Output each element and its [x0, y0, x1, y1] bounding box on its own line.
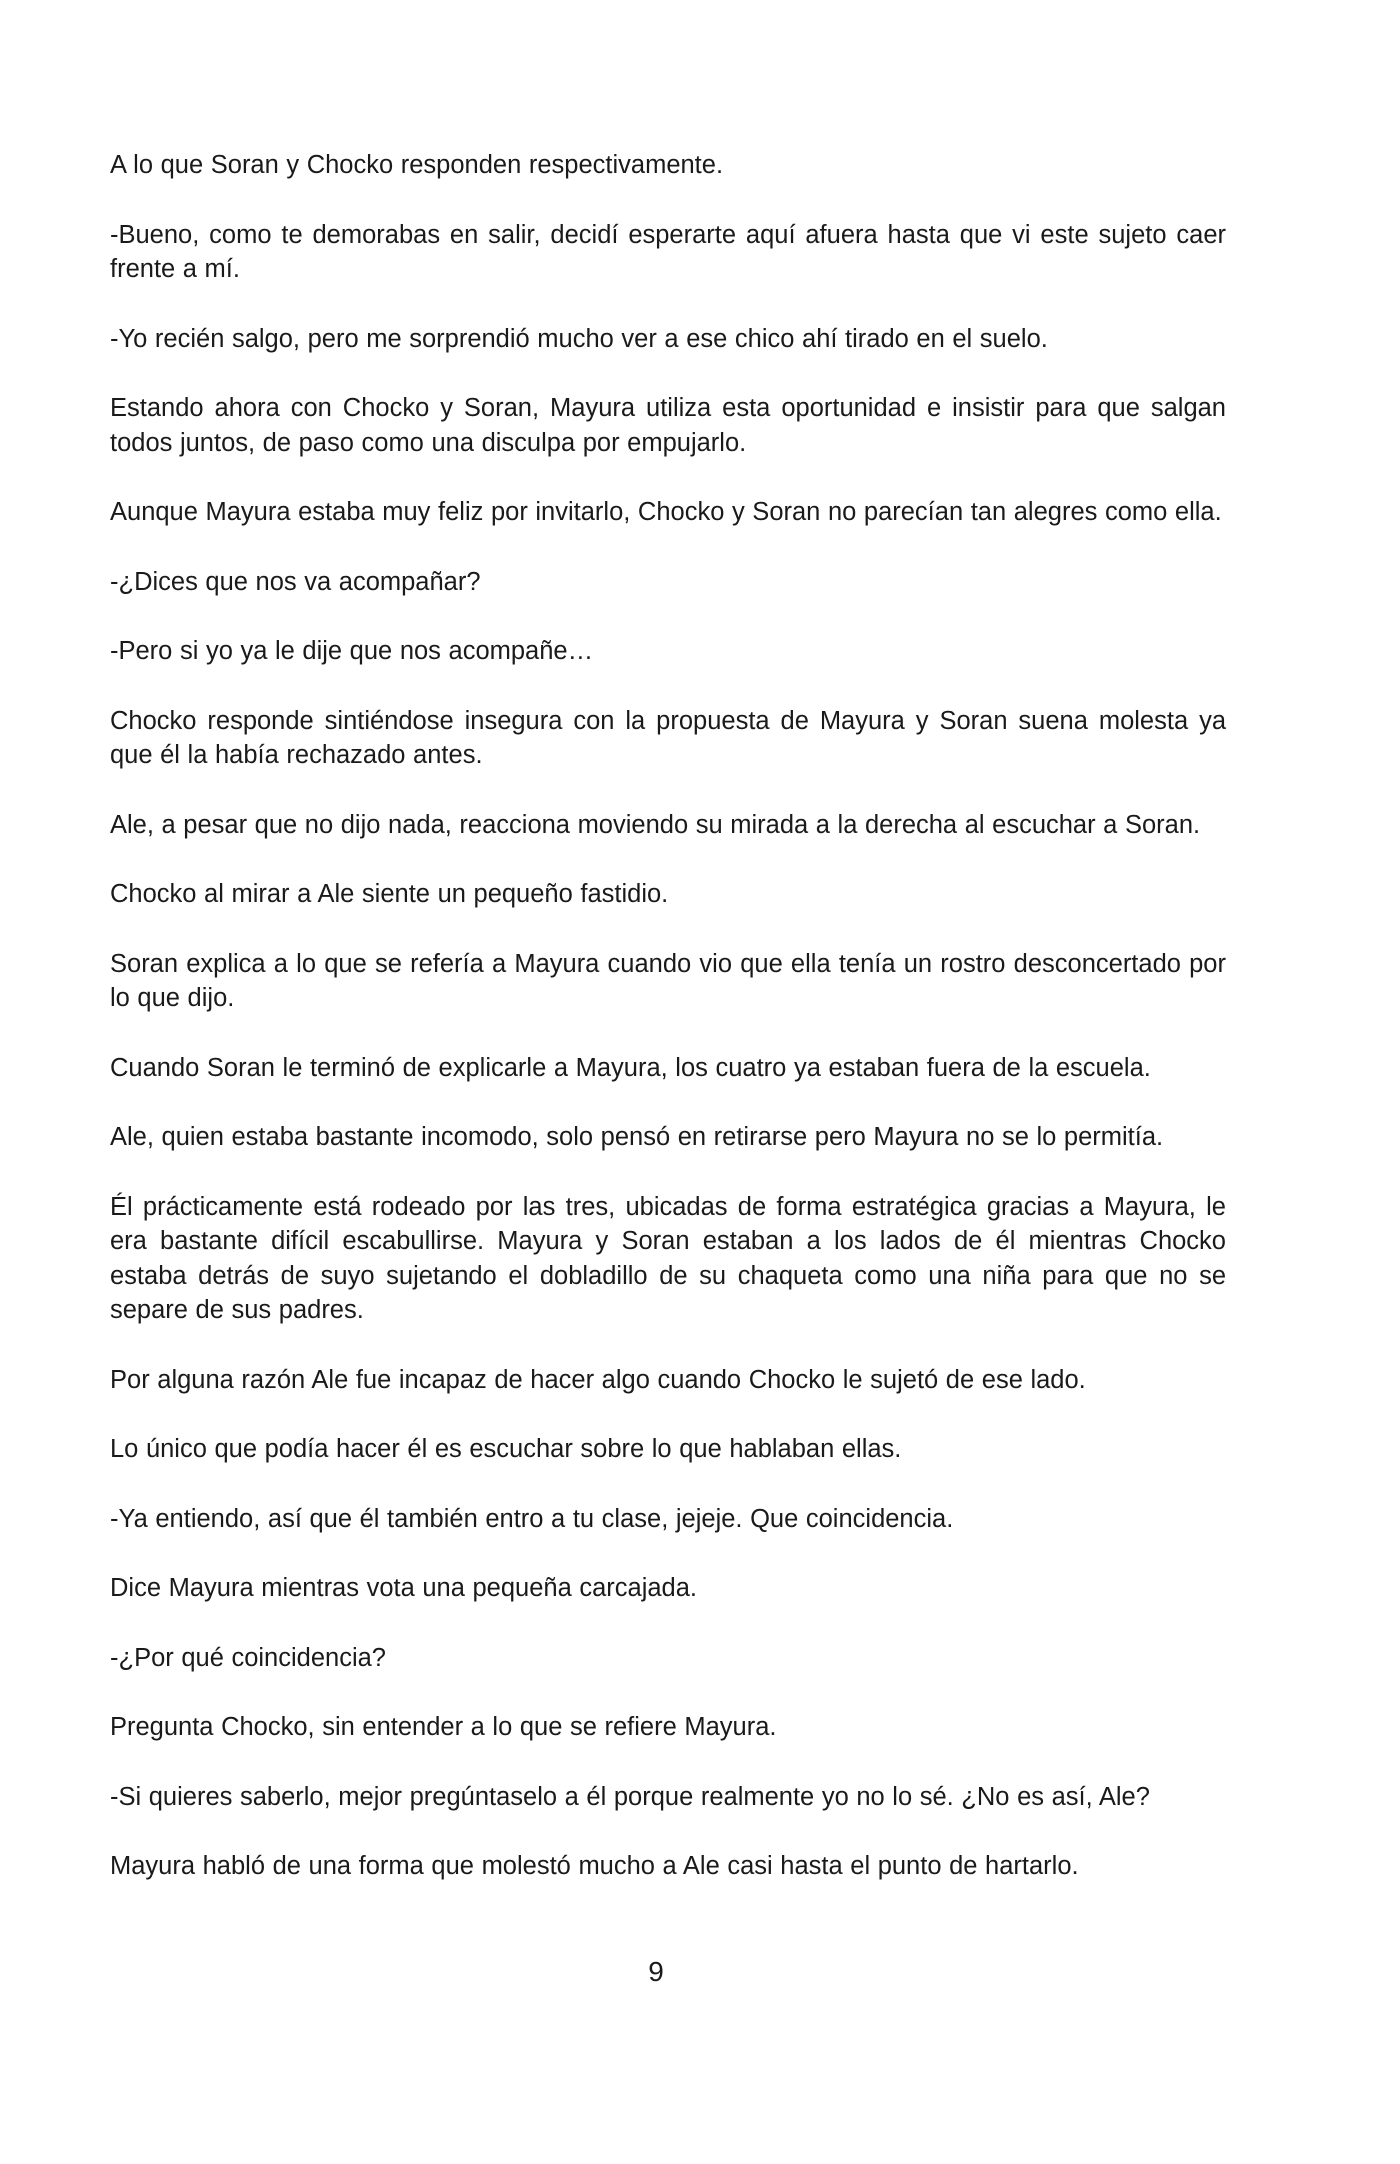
- paragraph: -¿Dices que nos va acompañar?: [110, 567, 481, 596]
- paragraph: -Bueno, como te demorabas en salir, decidí esperarte aquí afuera hasta que vi este sujeto caer frente a mí.: [110, 220, 1226, 283]
- paragraph: Lo único que podía hacer él es escuchar sobre lo que hablaban ellas.: [110, 1435, 902, 1463]
- paragraph: A lo que Soran y Chocko responden respectivamente.: [110, 151, 724, 179]
- body-text: [110, 148, 1226, 1919]
- paragraph: Estando ahora con Chocko y Soran, Mayura utiliza esta oportunidad e insistir para que salgan todos juntos, de paso como una disculpa por empujarlo.: [110, 394, 1226, 457]
- paragraph: Mayura habló de una forma que molestó mucho a Ale casi hasta el punto de hartarlo.: [110, 1852, 1079, 1880]
- paragraph: Chocko al mirar a Ale siente un pequeño fastidio.: [110, 880, 669, 908]
- paragraph: Pregunta Chocko, sin entender a lo que se refiere Mayura.: [110, 1713, 777, 1741]
- paragraph: Soran explica a lo que se refería a Mayura cuando vio que ella tenía un rostro desconcertado por lo que dijo.: [110, 949, 1226, 1012]
- page-number: 9: [648, 1956, 664, 1987]
- paragraph: Ale, a pesar que no dijo nada, reacciona moviendo su mirada a la derecha al escuchar a Soran.: [110, 810, 1201, 839]
- paragraph: -¿Por qué coincidencia?: [110, 1643, 386, 1672]
- paragraph: Dice Mayura mientras vota una pequeña carcajada.: [110, 1574, 697, 1602]
- paragraph: Por alguna razón Ale fue incapaz de hacer algo cuando Chocko le sujetó de ese lado.: [110, 1365, 1086, 1394]
- paragraph: Chocko responde sintiéndose insegura con la propuesta de Mayura y Soran suena molesta ya que él la había rechazado antes.: [110, 706, 1226, 769]
- paragraph: Ale, quien estaba bastante incomodo, solo pensó en retirarse pero Mayura no se lo permitía.: [110, 1123, 1164, 1151]
- paragraph: -Si quieres saberlo, mejor pregúntaselo a él porque realmente yo no lo sé. ¿No es así, Ale?: [110, 1782, 1150, 1811]
- paragraph: Aunque Mayura estaba muy feliz por invitarlo, Chocko y Soran no parecían tan alegres como ella.: [110, 498, 1222, 526]
- paragraph: Cuando Soran le terminó de explicarle a Mayura, los cuatro ya estaban fuera de la escuela.: [110, 1053, 1151, 1082]
- paragraph: -Yo recién salgo, pero me sorprendió mucho ver a ese chico ahí tirado en el suelo.: [110, 324, 1048, 353]
- paragraph: -Pero si yo ya le dije que nos acompañe…: [110, 637, 594, 665]
- paragraph: -Ya entiendo, así que él también entro a tu clase, jejeje. Que coincidencia.: [110, 1504, 954, 1533]
- paragraph: Él prácticamente está rodeado por las tres, ubicadas de forma estratégica gracias a Mayura, le era bastante difícil escabullirse. Mayura y Soran estaban a los lados de él mientras Chocko estaba detrás de suyo sujetando el dobladillo de su chaqueta como una niña para que no se separe de sus padres.: [110, 1192, 1226, 1324]
